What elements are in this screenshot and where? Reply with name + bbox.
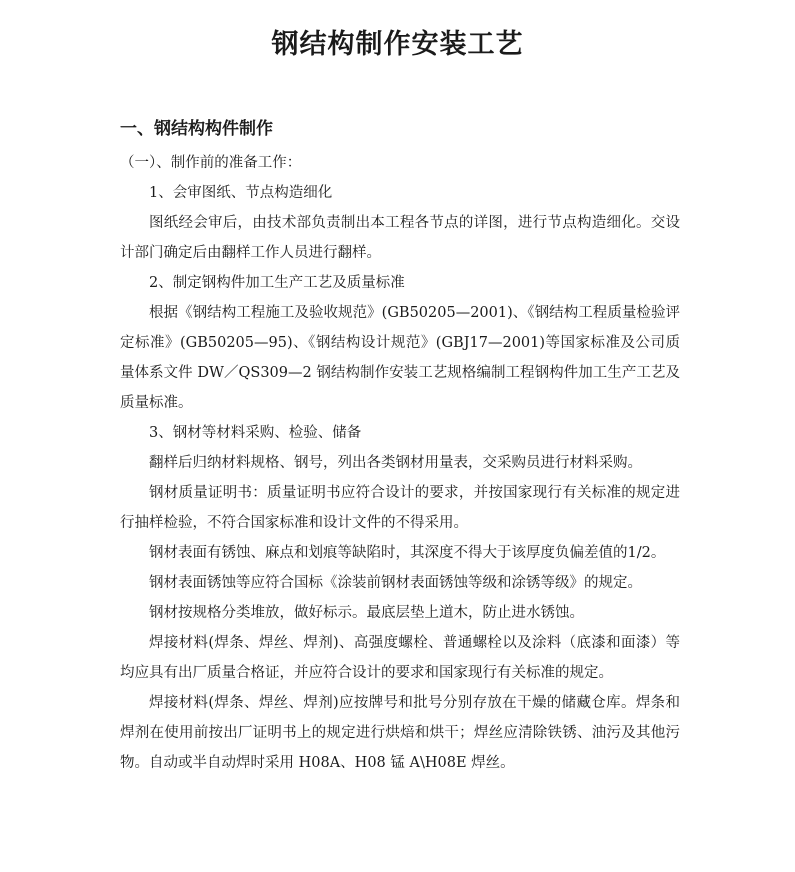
paragraph: 钢材质量证明书：质量证明书应符合设计的要求，并按国家现行有关标准的规定进行抽样检验，不符合国家标准和设计文件的不得采用。 bbox=[120, 485, 680, 531]
paragraph: 钢材表面锈蚀等应符合国标《涂装前钢材表面锈蚀等级和涂锈等级》的规定。 bbox=[149, 575, 642, 591]
item-heading: 1、会审图纸、节点构造细化 bbox=[149, 185, 333, 201]
item-heading: 2、制定钢构件加工生产工艺及质量标准 bbox=[149, 275, 405, 291]
document-body bbox=[120, 148, 680, 778]
paragraph: 钢材按规格分类堆放，做好标示。最底层垫上道木，防止进水锈蚀。 bbox=[149, 605, 584, 621]
paragraph: 翻样后归纳材料规格、钢号，列出各类钢材用量表，交采购员进行材料采购。 bbox=[149, 455, 642, 471]
section-heading: 一、钢结构构件制作 bbox=[120, 119, 273, 139]
paragraph: 焊接材料(焊条、焊丝、焊剂)、高强度螺栓、普通螺栓以及涂料（底漆和面漆）等均应具有出厂质量合格证，并应符合设计的要求和国家现行有关标准的规定。 bbox=[120, 635, 680, 681]
item-heading: 3、钢材等材料采购、检验、储备 bbox=[149, 425, 362, 441]
paragraph: 图纸经会审后，由技术部负责制出本工程各节点的详图，进行节点构造细化。交设计部门确定后由翻样工作人员进行翻样。 bbox=[120, 215, 680, 261]
subsection-heading: （一）、制作前的准备工作： bbox=[120, 155, 302, 171]
paragraph: 钢材表面有锈蚀、麻点和划痕等缺陷时，其深度不得大于该厚度负偏差值的1/2。 bbox=[149, 545, 666, 561]
paragraph: 根据《钢结构工程施工及验收规范》(GB50205—2001)、《钢结构工程质量检验评定标准》(GB50205—95)、《钢结构设计规范》(GBJ17—2001)等国家标准及公司质量体系文件 DW／QS309—2 钢结构制作安装工艺规格编制工程钢构件加工生产工艺及质量标准。 bbox=[120, 305, 680, 411]
paragraph: 焊接材料(焊条、焊丝、焊剂)应按牌号和批号分别存放在干燥的储藏仓库。焊条和焊剂在使用前按出厂证明书上的规定进行烘焙和烘干；焊丝应清除铁锈、油污及其他污物。自动或半自动焊时采用 H08A、H08 锰 A\H08E 焊丝。 bbox=[120, 695, 680, 771]
document-title: 钢结构制作安装工艺 bbox=[271, 29, 524, 60]
